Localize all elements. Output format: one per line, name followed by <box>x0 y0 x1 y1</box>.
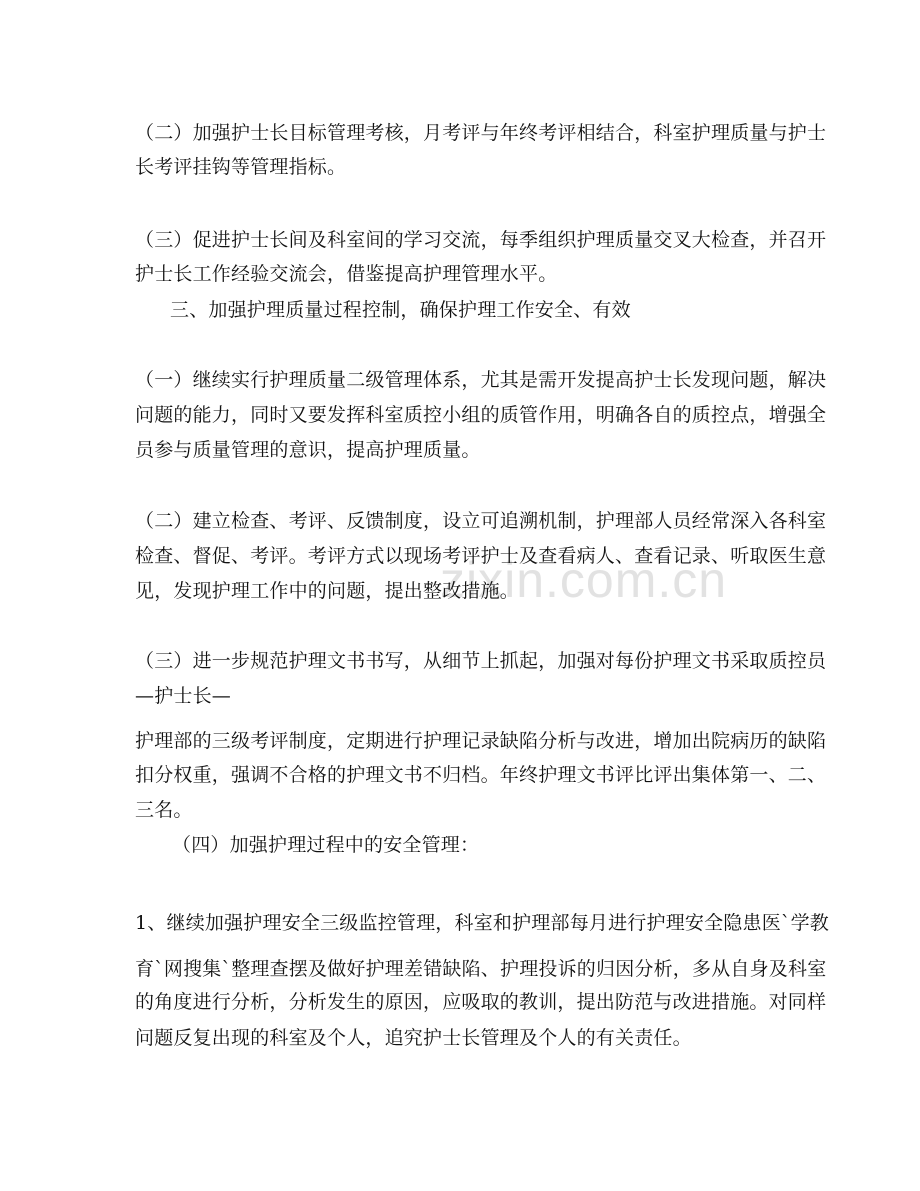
section-heading: （四）加强护理过程中的安全管理： <box>172 834 480 856</box>
paragraph-line: （一）继续实行护理质量二级管理体系，尤其是需开发提高护士长发现问题，解决 <box>135 369 827 391</box>
paragraph-line: （二）建立检查、考评、反馈制度，设立可追溯机制，护理部人员经常深入各科室 <box>135 510 827 532</box>
paragraph-line: 扣分权重，强调不合格的护理文书不归档。年终护理文书评比评出集体第一、二、 <box>135 764 827 786</box>
paragraph-line: 护理部的三级考评制度，定期进行护理记录缺陷分析与改进，增加出院病历的缺陷 <box>135 730 827 752</box>
paragraph-line: —护士长— <box>135 685 232 707</box>
paragraph-line: 问题的能力，同时又要发挥科室质控小组的质管作用，明确各自的质控点，增强全 <box>135 404 827 426</box>
paragraph-line: 见，发现护理工作中的问题，提出整改措施。 <box>135 580 520 602</box>
paragraph-line: （二）加强护士长目标管理考核，月考评与年终考评相结合，科室护理质量与护士 <box>135 122 827 144</box>
paragraph-line: 1、继续加强护理安全三级监控管理，科室和护理部每月进行护理安全隐患医`学教 <box>135 912 829 934</box>
paragraph-line: 护士长工作经验交流会，借鉴提高护理管理水平。 <box>135 263 558 285</box>
paragraph-line: 的角度进行分析，分析发生的原因，应吸取的教训，提出防范与改进措施。对同样 <box>135 991 827 1013</box>
paragraph-line: 育`网搜集`整理查摆及做好护理差错缺陷、护理投诉的归因分析，多从自身及科室 <box>135 958 827 980</box>
paragraph-line: 检查、督促、考评。考评方式以现场考评护士及查看病人、查看记录、听取医生意 <box>135 545 827 567</box>
watermark: zixin.com.cn <box>440 552 728 608</box>
paragraph-line: 三名。 <box>135 799 193 821</box>
paragraph-line: （三）促进护士长间及科室间的学习交流，每季组织护理质量交叉大检查，并召开 <box>135 229 827 251</box>
section-heading: 三、加强护理质量过程控制，确保护理工作安全、有效 <box>170 299 631 321</box>
paragraph-line: 长考评挂钩等管理指标。 <box>135 156 347 178</box>
paragraph-line: （三）进一步规范护理文书书写，从细节上抓起，加强对每份护理文书采取质控员 <box>135 650 827 672</box>
paragraph-line: 员参与质量管理的意识，提高护理质量。 <box>135 439 481 461</box>
paragraph-line: 问题反复出现的科室及个人，追究护士长管理及个人的有关责任。 <box>135 1027 692 1049</box>
